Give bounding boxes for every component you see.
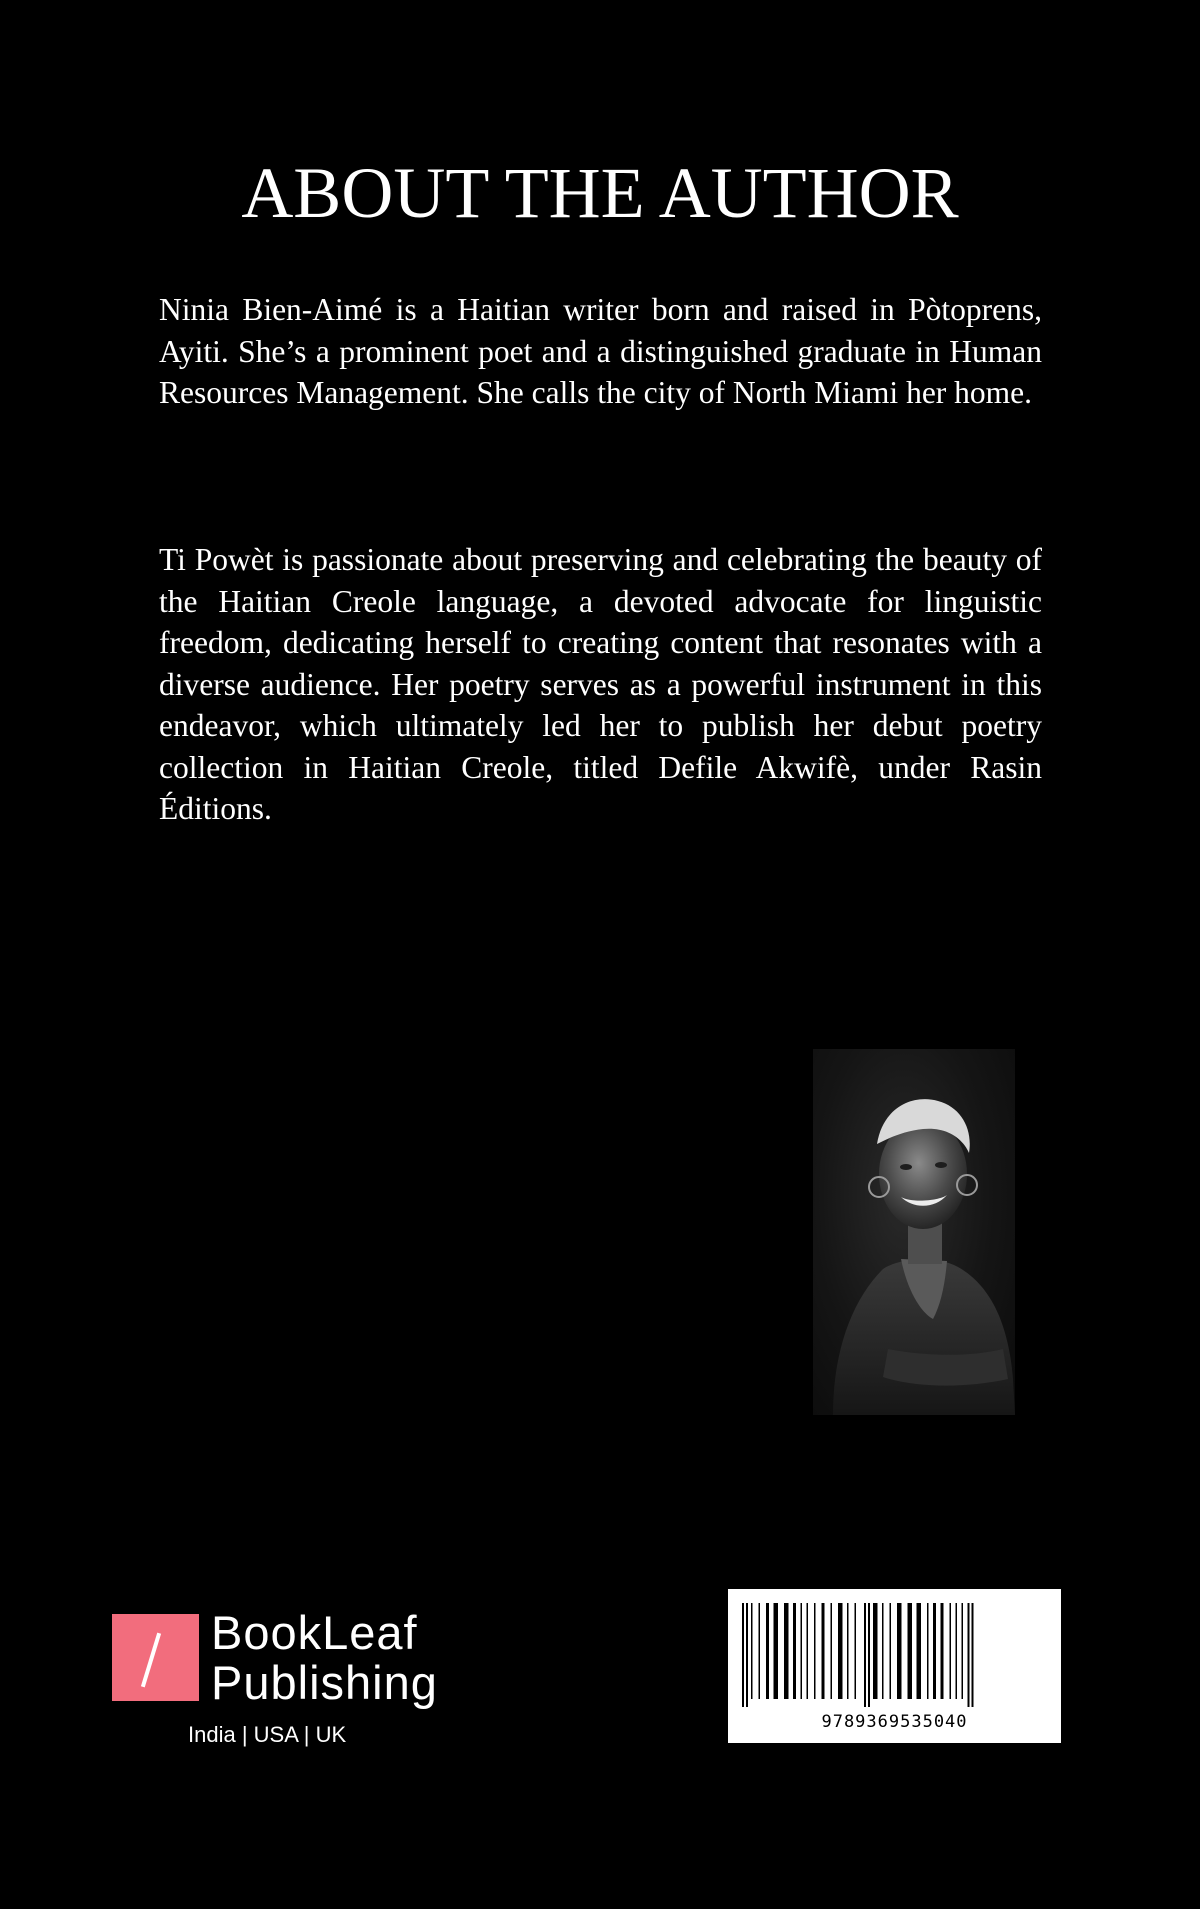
- barcode-bar: [766, 1603, 769, 1699]
- barcode-bar: [873, 1603, 878, 1699]
- author-portrait-image: [813, 1049, 1015, 1415]
- barcode-bar: [927, 1603, 929, 1699]
- barcode-bar: [864, 1603, 866, 1707]
- barcode-bar: [774, 1603, 779, 1699]
- bio-paragraph-1: Ninia Bien-Aimé is a Haitian writer born and raised in Pòtoprens, Ayiti. She’s a prominent poet and a distinguished graduate in Human Resources Management. She calls the city of North Miami her home.: [159, 292, 1042, 410]
- barcode-bar: [847, 1603, 849, 1699]
- publisher-regions: India | USA | UK: [188, 1722, 347, 1747]
- isbn-barcode: [728, 1589, 1061, 1743]
- barcode-bar: [831, 1603, 833, 1699]
- slash-icon: [112, 1614, 199, 1701]
- author-photo: [813, 1049, 1015, 1415]
- bio-paragraph-2: Ti Powèt is passionate about preserving and celebrating the beauty of the Haitian Creole language, a devoted advocate for linguistic freedom, dedicating herself to creating content that resonates with a diverse audience. Her poetry serves as a powerful instrument in this endeavor, which ultimately led her to publish her debut poetry collection in Haitian Creole, titled Defile Akwifè, under Rasin Éditions.: [159, 542, 1042, 826]
- barcode-bar: [814, 1603, 816, 1699]
- publisher-name: [211, 1608, 438, 1708]
- barcode-bar: [807, 1603, 809, 1699]
- barcode-bars: [738, 1603, 1051, 1707]
- barcode-bar: [784, 1603, 789, 1699]
- barcode-bar: [956, 1603, 958, 1699]
- barcode-bar: [882, 1603, 884, 1699]
- barcode-bar: [759, 1603, 761, 1699]
- barcode-bar: [855, 1603, 857, 1699]
- barcode-bar: [890, 1603, 892, 1699]
- barcode-bar: [950, 1603, 952, 1699]
- barcode-bar: [801, 1603, 803, 1699]
- barcode-bar: [838, 1603, 843, 1699]
- publisher-name-line-2: Publishing: [211, 1656, 438, 1709]
- barcode-bar: [822, 1603, 825, 1699]
- isbn-number: 9789369535040: [821, 1712, 968, 1732]
- barcode-bar: [968, 1603, 970, 1707]
- barcode-bar: [746, 1603, 748, 1707]
- barcode-bar: [917, 1603, 922, 1699]
- barcode-bar: [868, 1603, 870, 1707]
- barcode-bar: [751, 1603, 753, 1699]
- publisher-logo: [112, 1606, 442, 1752]
- barcode-bar: [897, 1603, 902, 1699]
- barcode-bar: [972, 1603, 974, 1707]
- publisher-name-line-1: BookLeaf: [211, 1606, 418, 1659]
- page-title: ABOUT THE AUTHOR: [241, 153, 959, 233]
- barcode-bar: [933, 1603, 936, 1699]
- barcode-bar: [962, 1603, 964, 1699]
- barcode-bar: [908, 1603, 913, 1699]
- barcode-bar: [941, 1603, 944, 1699]
- barcode-bar: [793, 1603, 796, 1699]
- barcode-bar: [742, 1603, 744, 1707]
